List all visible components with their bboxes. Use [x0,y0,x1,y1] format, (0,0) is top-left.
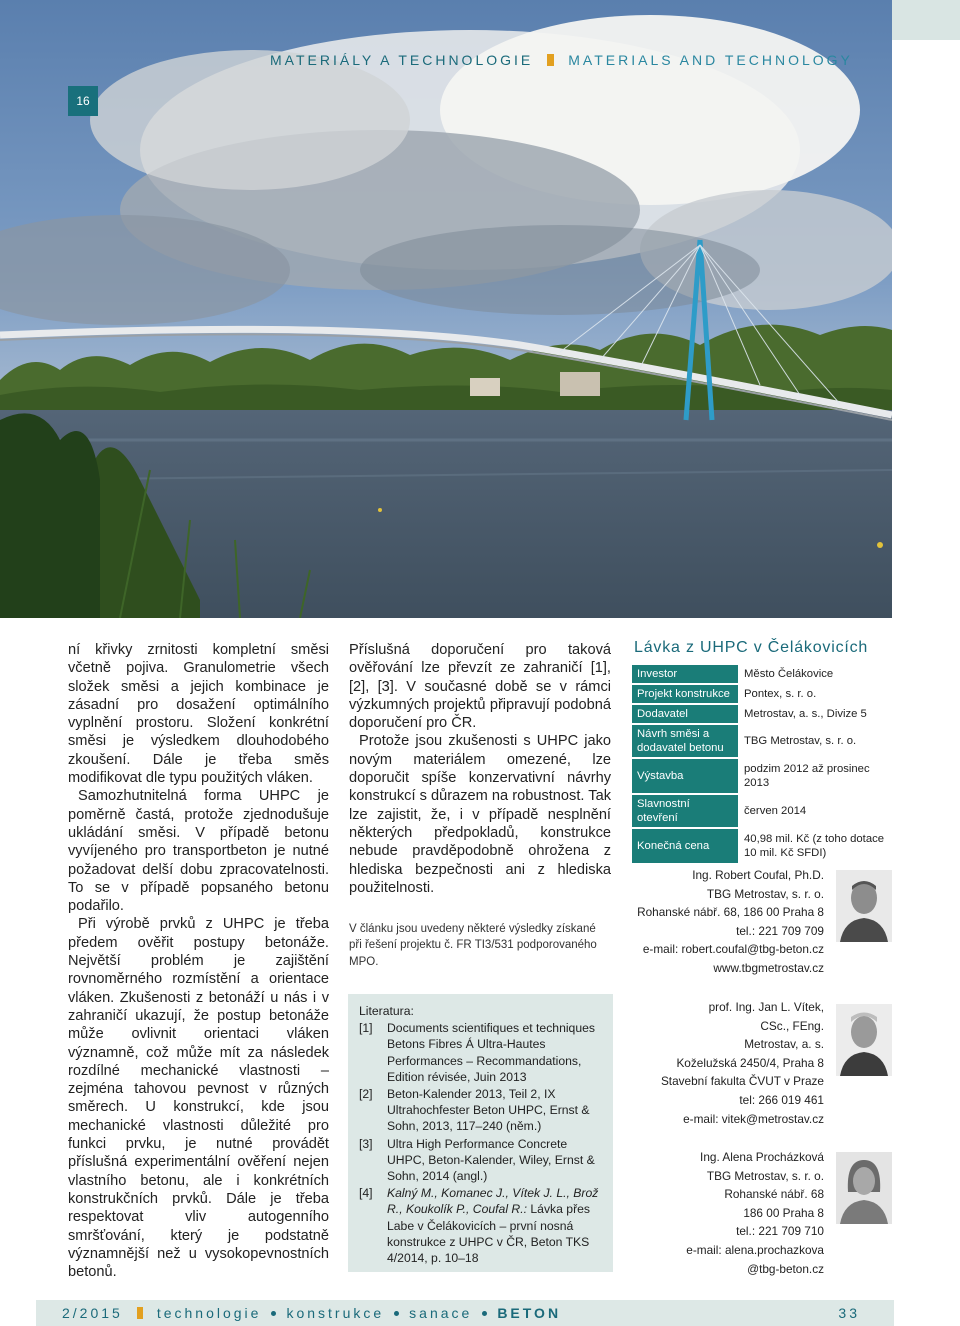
author-contact-3 [610,1148,824,1278]
footer-dot [271,1311,276,1316]
table-key: Investor [632,665,738,683]
table-row [632,665,893,683]
table-key: Návrh směsi a dodavatel betonu [632,725,738,757]
footer-dot [482,1311,487,1316]
contact-line: 186 00 Praha 8 [743,1205,824,1220]
contact-line: prof. Ing. Jan L. Vítek, [708,1000,824,1014]
literature-text: Lávka přes Labe v Čelákovicích – první nosná konstrukce z UHPC v ČR, Beton TKS 4/2014, p. 10–18 [387,1202,591,1266]
literature-number: [4] [359,1186,373,1201]
corner-block-right [892,0,960,40]
footer-word: BETON [497,1305,562,1321]
footer-separator [137,1307,143,1319]
table-row [632,685,893,703]
literature-item [359,1136,603,1185]
contact-line: Koželužská 2450/4, Praha 8 [676,1055,824,1070]
table-row [632,759,893,793]
contact-line: tel.: 221 709 709 [736,923,824,938]
sidebar-title: Lávka z UHPC v Čelákovicích [634,639,869,656]
contact-line: @tbg-beton.cz [747,1261,824,1276]
table-value: červen 2014 [738,795,893,827]
contact-line: e-mail: vitek@metrostav.cz [683,1111,824,1126]
paragraph: Samozhutnitelná forma UHPC je poměrně častá, protože zjednodušuje ukládání směsi. V případě betonu vyvíjeného pro transportbeton je nutné požadovat delší dobu zpracovatelnosti. To se v případě popsaného betonu podařilo. [68,788,329,915]
literature-text: Documents scientifiques et techniques Betons Fibres Á Ultra-Hautes Performances – Recommandations, Edition révisée, Juin 2013 [387,1021,595,1084]
bridge-photo [0,0,892,618]
contact-line: Ing. Alena Procházková [700,1150,824,1164]
table-value: podzim 2012 až prosinec 2013 [738,759,893,793]
footer-word: sanace [409,1305,473,1321]
table-key: Výstavba [632,759,738,793]
table-key: Konečná cena [632,829,738,863]
paragraph: Při výrobě prvků z UHPC je třeba předem ověřit postupy betonáže. Největší problém je zajištění rovnoměrného rozmístění a orientace vláken. Zkušenosti z betonáží u nás i v zahraničí ukazují, že postup betonáže může ovlivnit orientaci vláken významně, což může mít za následek rozdílné mechanické vlastnosti – zejména tahovou pevnost v různých směrech. U konstrukcí, kde jsou mechanické vlastnosti důležité pro funkci prvku, je nutné provádět příslušná experimentální ověření nejen vlastního betonu, ale i konkrétních konstrukčních prvků. Dále je třeba respektovat vliv autogenního smršťování, který je podstatně významnější než u vysokopevnostních betonů. [68,916,329,1281]
table-row [632,795,893,827]
table-key: Slavnostní otevření [632,795,738,827]
footer-issue: 2/2015 [62,1305,123,1321]
table-row [632,725,893,757]
contact-line: TBG Metrostav, s. r. o. [706,1168,824,1183]
paragraph: Protože jsou zkušenosti s UHPC jako novým materiálem omezené, lze doporučit spíše konzervativní návrhy konstrukcí s důrazem na robustnost. Tak lze zajistit, že, i v případě nesplnění některých předpokladů, konstrukce nebude pravděpodobně ohrožena z hlediska bezpečnosti ani z hlediska použitelnosti. [349,733,611,896]
running-header [270,52,910,68]
literature-box [348,994,613,1272]
footer [62,1300,862,1326]
author-contact-2 [610,998,824,1128]
literature-text: Ultra High Performance Concrete UHPC, Beton-Kalender, Wiley, Ernst & Sohn, 2014 (angl.) [387,1136,595,1184]
paragraph: ní křivky zrnitosti kompletní směsi včetně pojiva. Granulometrie všech složek směsi a jejich kombinace je zásadní pro dosažení optimálního vyplnění prostoru. Složení konkrétní směsi je výsledkem dlouhodobého zkoušení. Dále je třeba směs modifikovat dle typu použitých vláken. [68,642,329,787]
table-row [632,829,893,863]
contact-line: Stavební fakulta ČVUT v Praze [660,1074,824,1089]
avatar [836,1152,892,1224]
table-value: TBG Metrostav, s. r. o. [738,725,893,757]
footer-word: konstrukce [286,1305,385,1321]
contact-line: e-mail: alena.prochazkova [686,1242,824,1257]
table-key: Dodavatel [632,705,738,723]
table-key: Projekt konstrukce [632,685,738,703]
contact-line: Metrostav, a. s. [744,1037,824,1052]
literature-authors: Kalný M., Komanec J., Vítek J. L., Brož R., Koukolík P., Coufal R.: [387,1186,599,1217]
header-section-en: MATERIALS AND TECHNOLOGY [568,52,853,68]
contact-line: Rohanské nábř. 68, 186 00 Praha 8 [637,905,824,920]
literature-number: [2] [359,1087,373,1102]
literature-item [359,1020,603,1085]
table-value: Pontex, s. r. o. [738,685,893,703]
avatar [836,870,892,942]
table-row [632,705,893,723]
literature-number: [3] [359,1136,373,1151]
literature-text-wrap [387,1185,603,1266]
contact-line: tel: 266 019 461 [739,1092,824,1107]
contact-line: Rohanské nábř. 68 [724,1187,824,1202]
contact-line: www.tbgmetrostav.cz [713,960,824,975]
footer-word: technologie [156,1305,262,1321]
paragraph: Příslušná doporučení pro taková ověřování lze převzít ze zahraničí [1], [2], [3]. V současné době se v rámci výzkumných projektů připravují podobná doporučení pro ČR. [349,642,611,732]
literature-item [359,1185,603,1266]
table-value: Město Čelákovice [738,665,893,683]
project-info-table [632,665,893,865]
contact-line: tel.: 221 709 710 [736,1224,824,1239]
literature-text: Beton-Kalender 2013, Teil 2, IX Ultrahochfester Beton UHPC, Ernst & Sohn, 2013, 117–240 (něm.) [387,1087,590,1134]
footer-dot [394,1311,399,1316]
page-number-tab: 16 [68,86,98,116]
header-separator [547,54,554,66]
header-section-cz: MATERIÁLY A TECHNOLOGIE [270,52,534,68]
literature-item [359,1086,603,1135]
table-value: 40,98 mil. Kč (z toho dotace 10 mil. Kč SFDI) [738,829,893,863]
table-value: Metrostav, a. s., Divize 5 [738,705,893,723]
literature-title: Literatura: [359,1004,414,1018]
contact-line: TBG Metrostav, s. r. o. [706,886,824,901]
literature-number: [1] [359,1021,373,1036]
contact-line: e-mail: robert.coufal@tbg-beton.cz [642,942,824,957]
avatar [836,1004,892,1076]
text-column-2 [349,641,611,897]
author-contact-1 [610,866,824,978]
contact-line: Ing. Robert Coufal, Ph.D. [692,868,824,882]
page-number: 33 [838,1305,860,1321]
text-column-1 [68,641,329,1281]
contact-line: CSc., FEng. [760,1018,824,1033]
project-note: V článku jsou uvedeny některé výsledky získané při řešení projektu č. FR TI3/531 podporovaného MPO. [349,923,597,968]
